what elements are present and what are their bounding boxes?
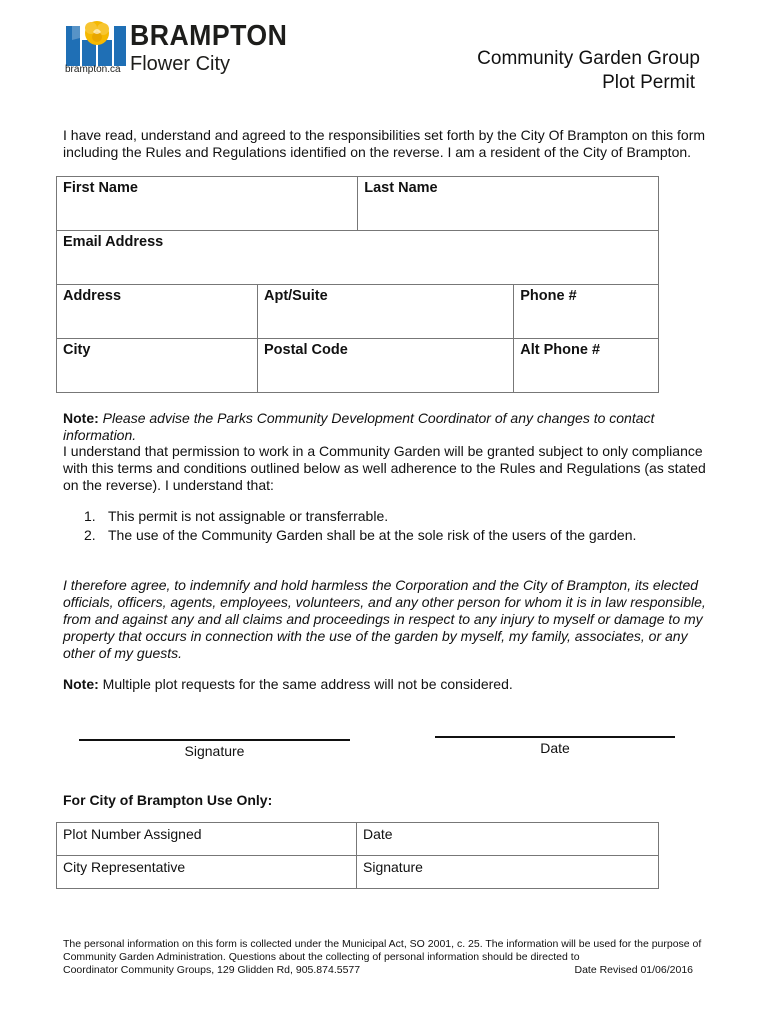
apt-suite-field[interactable] <box>258 285 514 339</box>
indemnify-paragraph: I therefore agree, to indemnify and hold harmless the Corporation and the City of Brampton, its elected officials, officers, agents, employees, volunteers, and any other person for whom it is in law responsible, from and against any and all claims and proceedings in respect to any injury to myself or damage to my property that occurs in connection with the use of the garden by myself, my family, associates, or any other of my guests. <box>63 577 706 661</box>
list-item-number: 2. <box>84 527 96 543</box>
city-label: City <box>63 342 91 358</box>
office-signature-label: Signature <box>363 859 423 875</box>
phone-label: Phone # <box>520 288 577 304</box>
footer-contact-row <box>63 964 693 977</box>
address-field[interactable] <box>57 285 258 339</box>
list-item-text: The use of the Community Garden shall be at the sole risk of the users of the garden. <box>108 527 637 543</box>
terms-list <box>84 508 704 544</box>
note-text: Multiple plot requests for the same address will not be considered. <box>102 676 513 692</box>
office-date-label: Date <box>363 826 393 842</box>
email-label: Email Address <box>63 234 164 250</box>
note-label: Note: <box>63 410 99 426</box>
list-item-number: 1. <box>84 508 96 524</box>
list-item-text: This permit is not assignable or transferrable. <box>108 508 389 524</box>
logo-url: brampton.ca <box>65 64 121 75</box>
plot-number-label: Plot Number Assigned <box>63 826 202 842</box>
apt-suite-label: Apt/Suite <box>264 288 328 304</box>
city-field[interactable] <box>57 339 258 393</box>
alt-phone-label: Alt Phone # <box>520 342 601 358</box>
postal-code-field[interactable] <box>258 339 514 393</box>
note-contact-changes <box>63 410 713 444</box>
list-item <box>84 508 704 525</box>
understanding-paragraph: I understand that permission to work in a Community Garden will be granted subject to only compliance with this terms and conditions outlined below as well adherence to the Rules and Regulations (as stated on the reverse). I understand that: <box>63 443 706 493</box>
logo-wordmark: BRAMPTON <box>130 20 288 52</box>
logo-tagline: Flower City <box>130 53 231 75</box>
privacy-footer <box>63 938 703 977</box>
first-name-field[interactable] <box>57 177 358 231</box>
alt-phone-field[interactable] <box>514 339 659 393</box>
page-title-line2: Plot Permit <box>602 72 695 93</box>
date-label: Date <box>540 740 570 756</box>
address-label: Address <box>63 288 122 304</box>
note-text: Please advise the Parks Community Development Coordinator of any changes to contact information. <box>63 410 655 443</box>
postal-code-label: Postal Code <box>264 342 348 358</box>
signature-line[interactable] <box>79 739 350 741</box>
footer-contact: Coordinator Community Groups, 129 Glidden Rd, 905.874.5577 <box>63 964 361 976</box>
intro-paragraph: I have read, understand and agreed to the responsibilities set forth by the City Of Brampton on this form including the Rules and Regulations identified on the reverse. I am a resident of the City of Brampton. <box>63 127 706 160</box>
page-title-line1: Community Garden Group <box>477 48 700 69</box>
note-label: Note: <box>63 676 99 692</box>
office-use-table <box>56 822 659 889</box>
privacy-text: The personal information on this form is collected under the Municipal Act, SO 2001, c. 25. The information will be used for the purpose of Community Garden Administration. Questions about the collecting of personal information should be directed to <box>63 938 702 963</box>
first-name-label: First Name <box>63 180 138 196</box>
plot-number-field[interactable] <box>57 823 357 856</box>
office-use-heading: For City of Brampton Use Only: <box>63 792 273 808</box>
office-date-field[interactable] <box>357 823 659 856</box>
city-rep-field[interactable] <box>57 856 357 889</box>
phone-field[interactable] <box>514 285 659 339</box>
email-field[interactable] <box>57 231 659 285</box>
flower-logo-icon <box>64 18 126 66</box>
date-line[interactable] <box>435 736 675 738</box>
date-revised: Date Revised 01/06/2016 <box>574 964 693 976</box>
last-name-label: Last Name <box>364 180 438 196</box>
city-rep-label: City Representative <box>63 859 186 875</box>
note-multiple-plots <box>63 676 713 693</box>
office-signature-field[interactable] <box>357 856 659 889</box>
applicant-form-table <box>56 176 659 393</box>
list-item <box>84 527 704 544</box>
signature-label: Signature <box>184 743 245 759</box>
last-name-field[interactable] <box>358 177 659 231</box>
brampton-logo <box>64 18 126 66</box>
